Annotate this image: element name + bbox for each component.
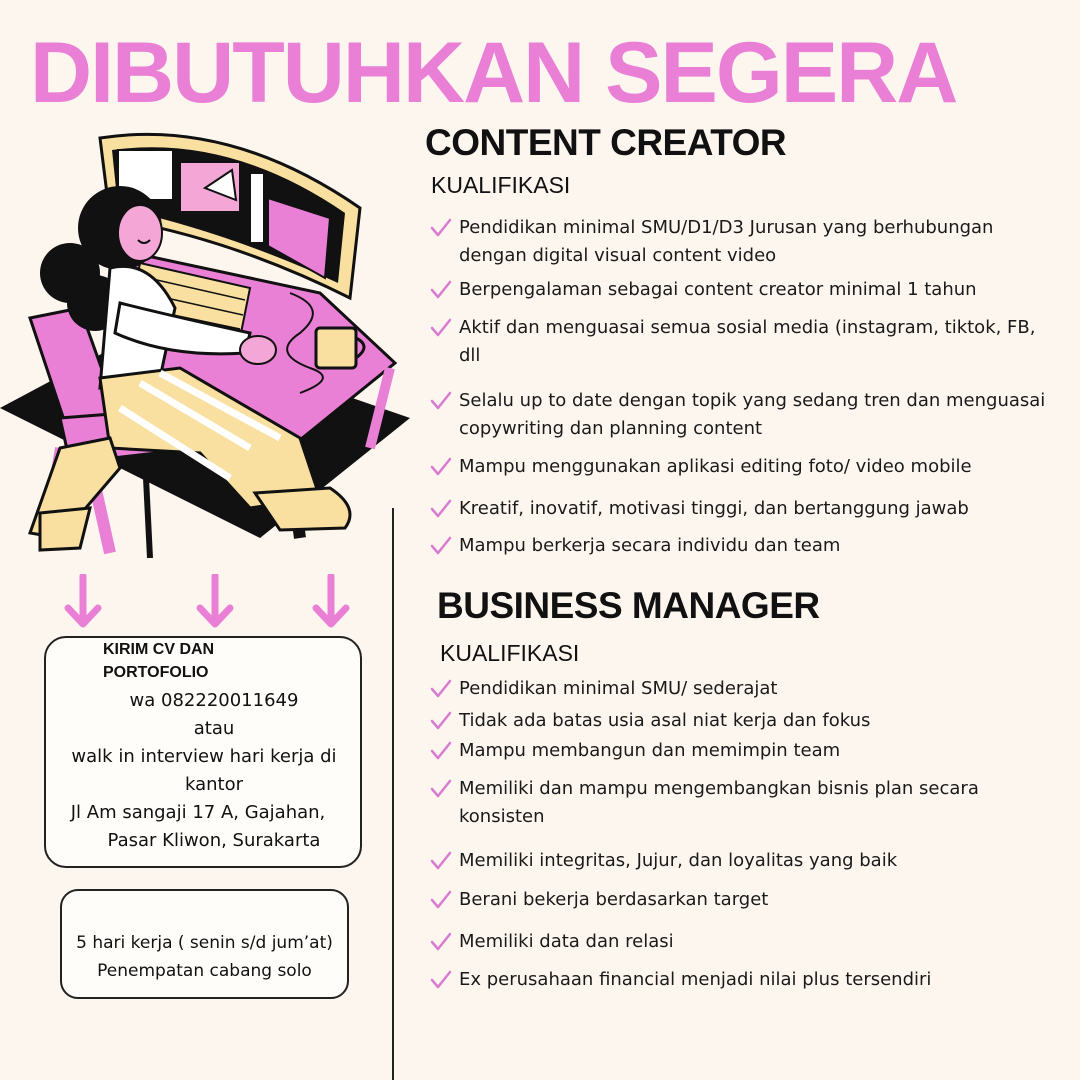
check-icon	[430, 741, 452, 761]
list-item	[430, 775, 1050, 831]
list-item	[430, 276, 1050, 304]
list-item-text: Pendidikan minimal SMU/D1/D3 Jurusan yang berhubungan dengan digital visual content video	[459, 217, 994, 266]
list-item	[430, 214, 1050, 270]
list-item	[430, 966, 1050, 994]
list-item	[430, 675, 1050, 703]
check-icon	[430, 280, 452, 300]
list-item-text: Memiliki data dan relasi	[459, 931, 674, 952]
check-icon	[430, 391, 452, 411]
down-arrow-icon	[194, 574, 236, 630]
list-item	[430, 387, 1050, 443]
check-icon	[430, 779, 452, 799]
list-item	[430, 707, 1050, 735]
contact-address-line1: Jl Am sangaji 17 A, Gajahan,	[70, 802, 326, 823]
list-item-text: Selalu up to date dengan topik yang sedang tren dan menguasai copywriting dan planning content	[459, 390, 1046, 439]
check-icon	[430, 499, 452, 519]
list-item	[430, 532, 1050, 560]
check-icon	[430, 890, 452, 910]
check-icon	[430, 536, 452, 556]
list-item-text: Tidak ada batas usia asal niat kerja dan fokus	[459, 710, 871, 731]
check-icon	[430, 932, 452, 952]
check-icon	[430, 851, 452, 871]
list-item	[430, 847, 1050, 875]
check-icon	[430, 318, 452, 338]
list-item	[430, 453, 1050, 481]
list-item-text: Berani bekerja berdasarkan target	[459, 889, 769, 910]
check-icon	[430, 218, 452, 238]
list-item	[430, 886, 1050, 914]
contact-phone: wa 082220011649	[129, 690, 299, 711]
list-item	[430, 495, 1050, 523]
list-item-text: Mampu membangun dan memimpin team	[459, 740, 841, 761]
list-item-text: Memiliki integritas, Jujur, dan loyalitas yang baik	[459, 850, 898, 871]
check-icon	[430, 679, 452, 699]
list-item	[430, 737, 1050, 765]
list-item-text: Mampu menggunakan aplikasi editing foto/ video mobile	[459, 456, 972, 477]
job-title-content-creator: CONTENT CREATOR	[425, 122, 787, 163]
down-arrow-icon	[310, 574, 352, 630]
contact-walkin-line2: kantor	[184, 774, 244, 795]
down-arrow-icon	[62, 574, 104, 630]
contact-walkin-line1: walk in interview hari kerja di	[71, 746, 337, 767]
list-item-text: Aktif dan menguasai semua sosial media (instagram, tiktok, FB, dll	[459, 317, 1036, 366]
qualification-label: KUALIFIKASI	[440, 640, 580, 666]
list-item-text: Pendidikan minimal SMU/ sederajat	[459, 678, 778, 699]
contact-address-line2: Pasar Kliwon, Surakarta	[107, 830, 321, 851]
check-icon	[430, 711, 452, 731]
schedule-placement: Penempatan cabang solo	[97, 961, 312, 981]
vertical-divider	[392, 508, 394, 1080]
list-item-text: Berpengalaman sebagai content creator minimal 1 tahun	[459, 279, 977, 300]
list-item-text: Mampu berkerja secara individu dan team	[459, 535, 841, 556]
check-icon	[430, 970, 452, 990]
contact-heading-line1: KIRIM CV DAN	[103, 641, 215, 658]
job-title-business-manager: BUSINESS MANAGER	[437, 585, 820, 626]
check-icon	[430, 457, 452, 477]
contact-heading-line2: PORTOFOLIO	[103, 664, 209, 681]
contact-or: atau	[193, 718, 235, 739]
list-item-text: Kreatif, inovatif, motivasi tinggi, dan bertanggung jawab	[459, 498, 969, 519]
list-item	[430, 928, 1050, 956]
qualification-label: KUALIFIKASI	[431, 172, 571, 198]
list-item	[430, 314, 1050, 370]
headline: DIBUTUHKAN SEGERA	[30, 25, 957, 121]
schedule-days: 5 hari kerja ( senin s/d jum’at)	[76, 933, 333, 953]
list-item-text: Memiliki dan mampu mengembangkan bisnis plan secara konsisten	[459, 778, 979, 827]
illustration-woman-at-desk	[0, 118, 410, 558]
list-item-text: Ex perusahaan financial menjadi nilai plus tersendiri	[459, 969, 932, 990]
